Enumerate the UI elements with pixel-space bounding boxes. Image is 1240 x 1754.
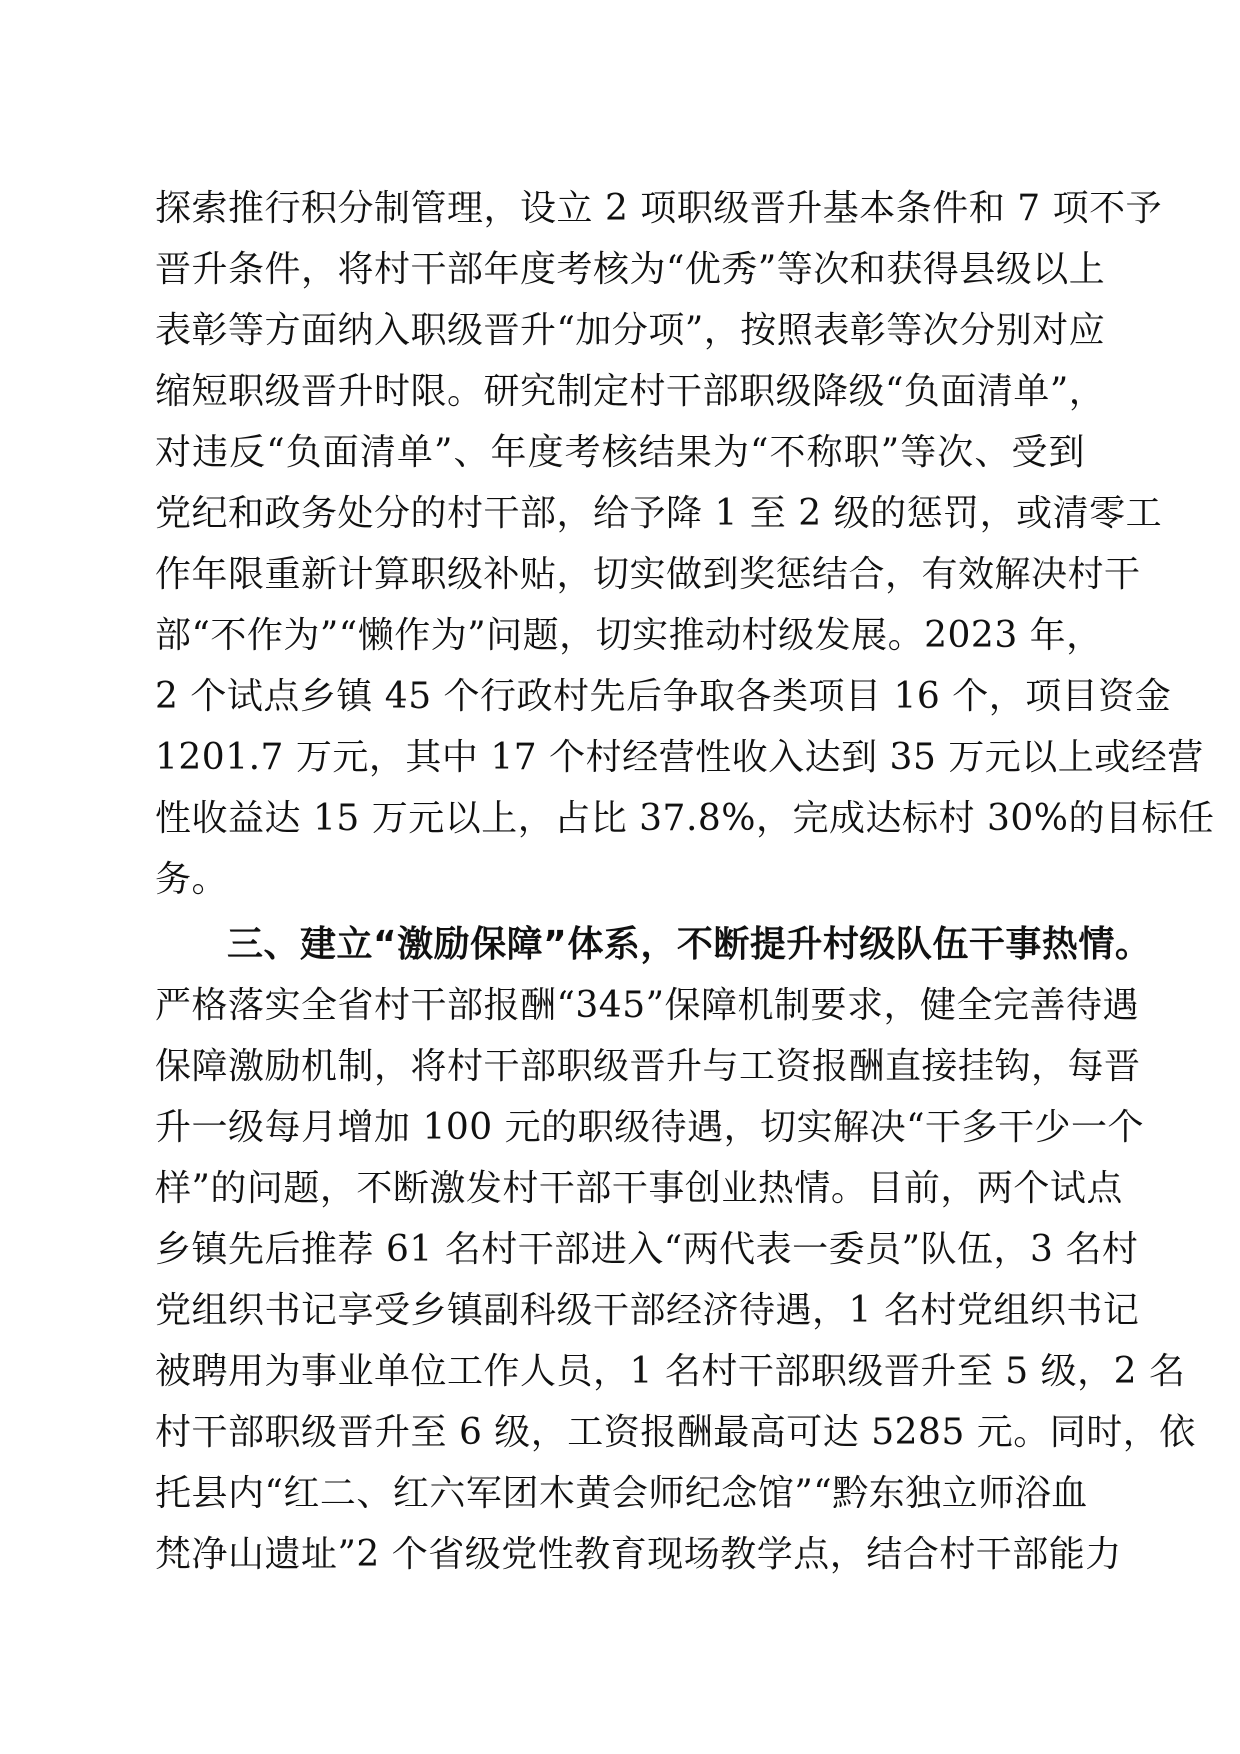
text-line: 样”的问题，不断激发村干部干事创业热情。目前，两个试点 (155, 1168, 1123, 1209)
text-line: 1201.7 万元，其中 17 个村经营性收入达到 35 万元以上或经营 (155, 737, 1204, 778)
text-line: 晋升条件，将村干部年度考核为“优秀”等次和获得县级以上 (155, 249, 1106, 290)
text-line: 探索推行积分制管理，设立 2 项职级晋升基本条件和 7 项不予 (155, 188, 1163, 229)
text-line: 严格落实全省村干部报酬“345”保障机制要求，健全完善待遇 (155, 985, 1140, 1026)
text-line: 表彰等方面纳入职级晋升“加分项”，按照表彰等次分别对应 (155, 310, 1106, 351)
text-line: 党组织书记享受乡镇副科级干部经济待遇，1 名村党组织书记 (155, 1290, 1140, 1331)
text-line: 性收益达 15 万元以上，占比 37.8%，完成达标村 30%的目标任 (155, 798, 1215, 839)
text-line: 党纪和政务处分的村干部，给予降 1 至 2 级的惩罚，或清零工 (155, 493, 1163, 534)
section-3 (155, 914, 1196, 1585)
text-line: 务。 (155, 859, 229, 900)
paragraph-1 (155, 178, 1215, 910)
text-line: 部“不作为”“懒作为”问题，切实推动村级发展。2023 年， (155, 615, 1103, 656)
document-body (155, 178, 1215, 1585)
text-line: 缩短职级晋升时限。研究制定村干部职级降级“负面清单”， (155, 371, 1106, 412)
text-line: 升一级每月增加 100 元的职级待遇，切实解决“干多干少一个 (155, 1107, 1145, 1148)
text-line: 被聘用为事业单位工作人员，1 名村干部职级晋升至 5 级，2 名 (155, 1351, 1186, 1392)
text-line: 乡镇先后推荐 61 名村干部进入“两代表一委员”队伍，3 名村 (155, 1229, 1139, 1270)
text-line: 2 个试点乡镇 45 个行政村先后争取各类项目 16 个，项目资金 (155, 676, 1172, 717)
text-line: 作年限重新计算职级补贴，切实做到奖惩结合，有效解决村干 (155, 554, 1141, 595)
text-line: 托县内“红二、红六军团木黄会师纪念馆”“黔东独立师浴血 (155, 1473, 1088, 1514)
text-line: 村干部职级晋升至 6 级，工资报酬最高可达 5285 元。同时，依 (155, 1412, 1196, 1453)
text-line: 梵净山遗址”2 个省级党性教育现场教学点，结合村干部能力 (155, 1534, 1122, 1575)
text-line: 保障激励机制，将村干部职级晋升与工资报酬直接挂钩，每晋 (155, 1046, 1141, 1087)
text-line: 对违反“负面清单”、年度考核结果为“不称职”等次、受到 (155, 432, 1085, 473)
section-heading: 三、建立“激励保障”体系，不断提升村级队伍干事热情。 (227, 924, 1152, 965)
